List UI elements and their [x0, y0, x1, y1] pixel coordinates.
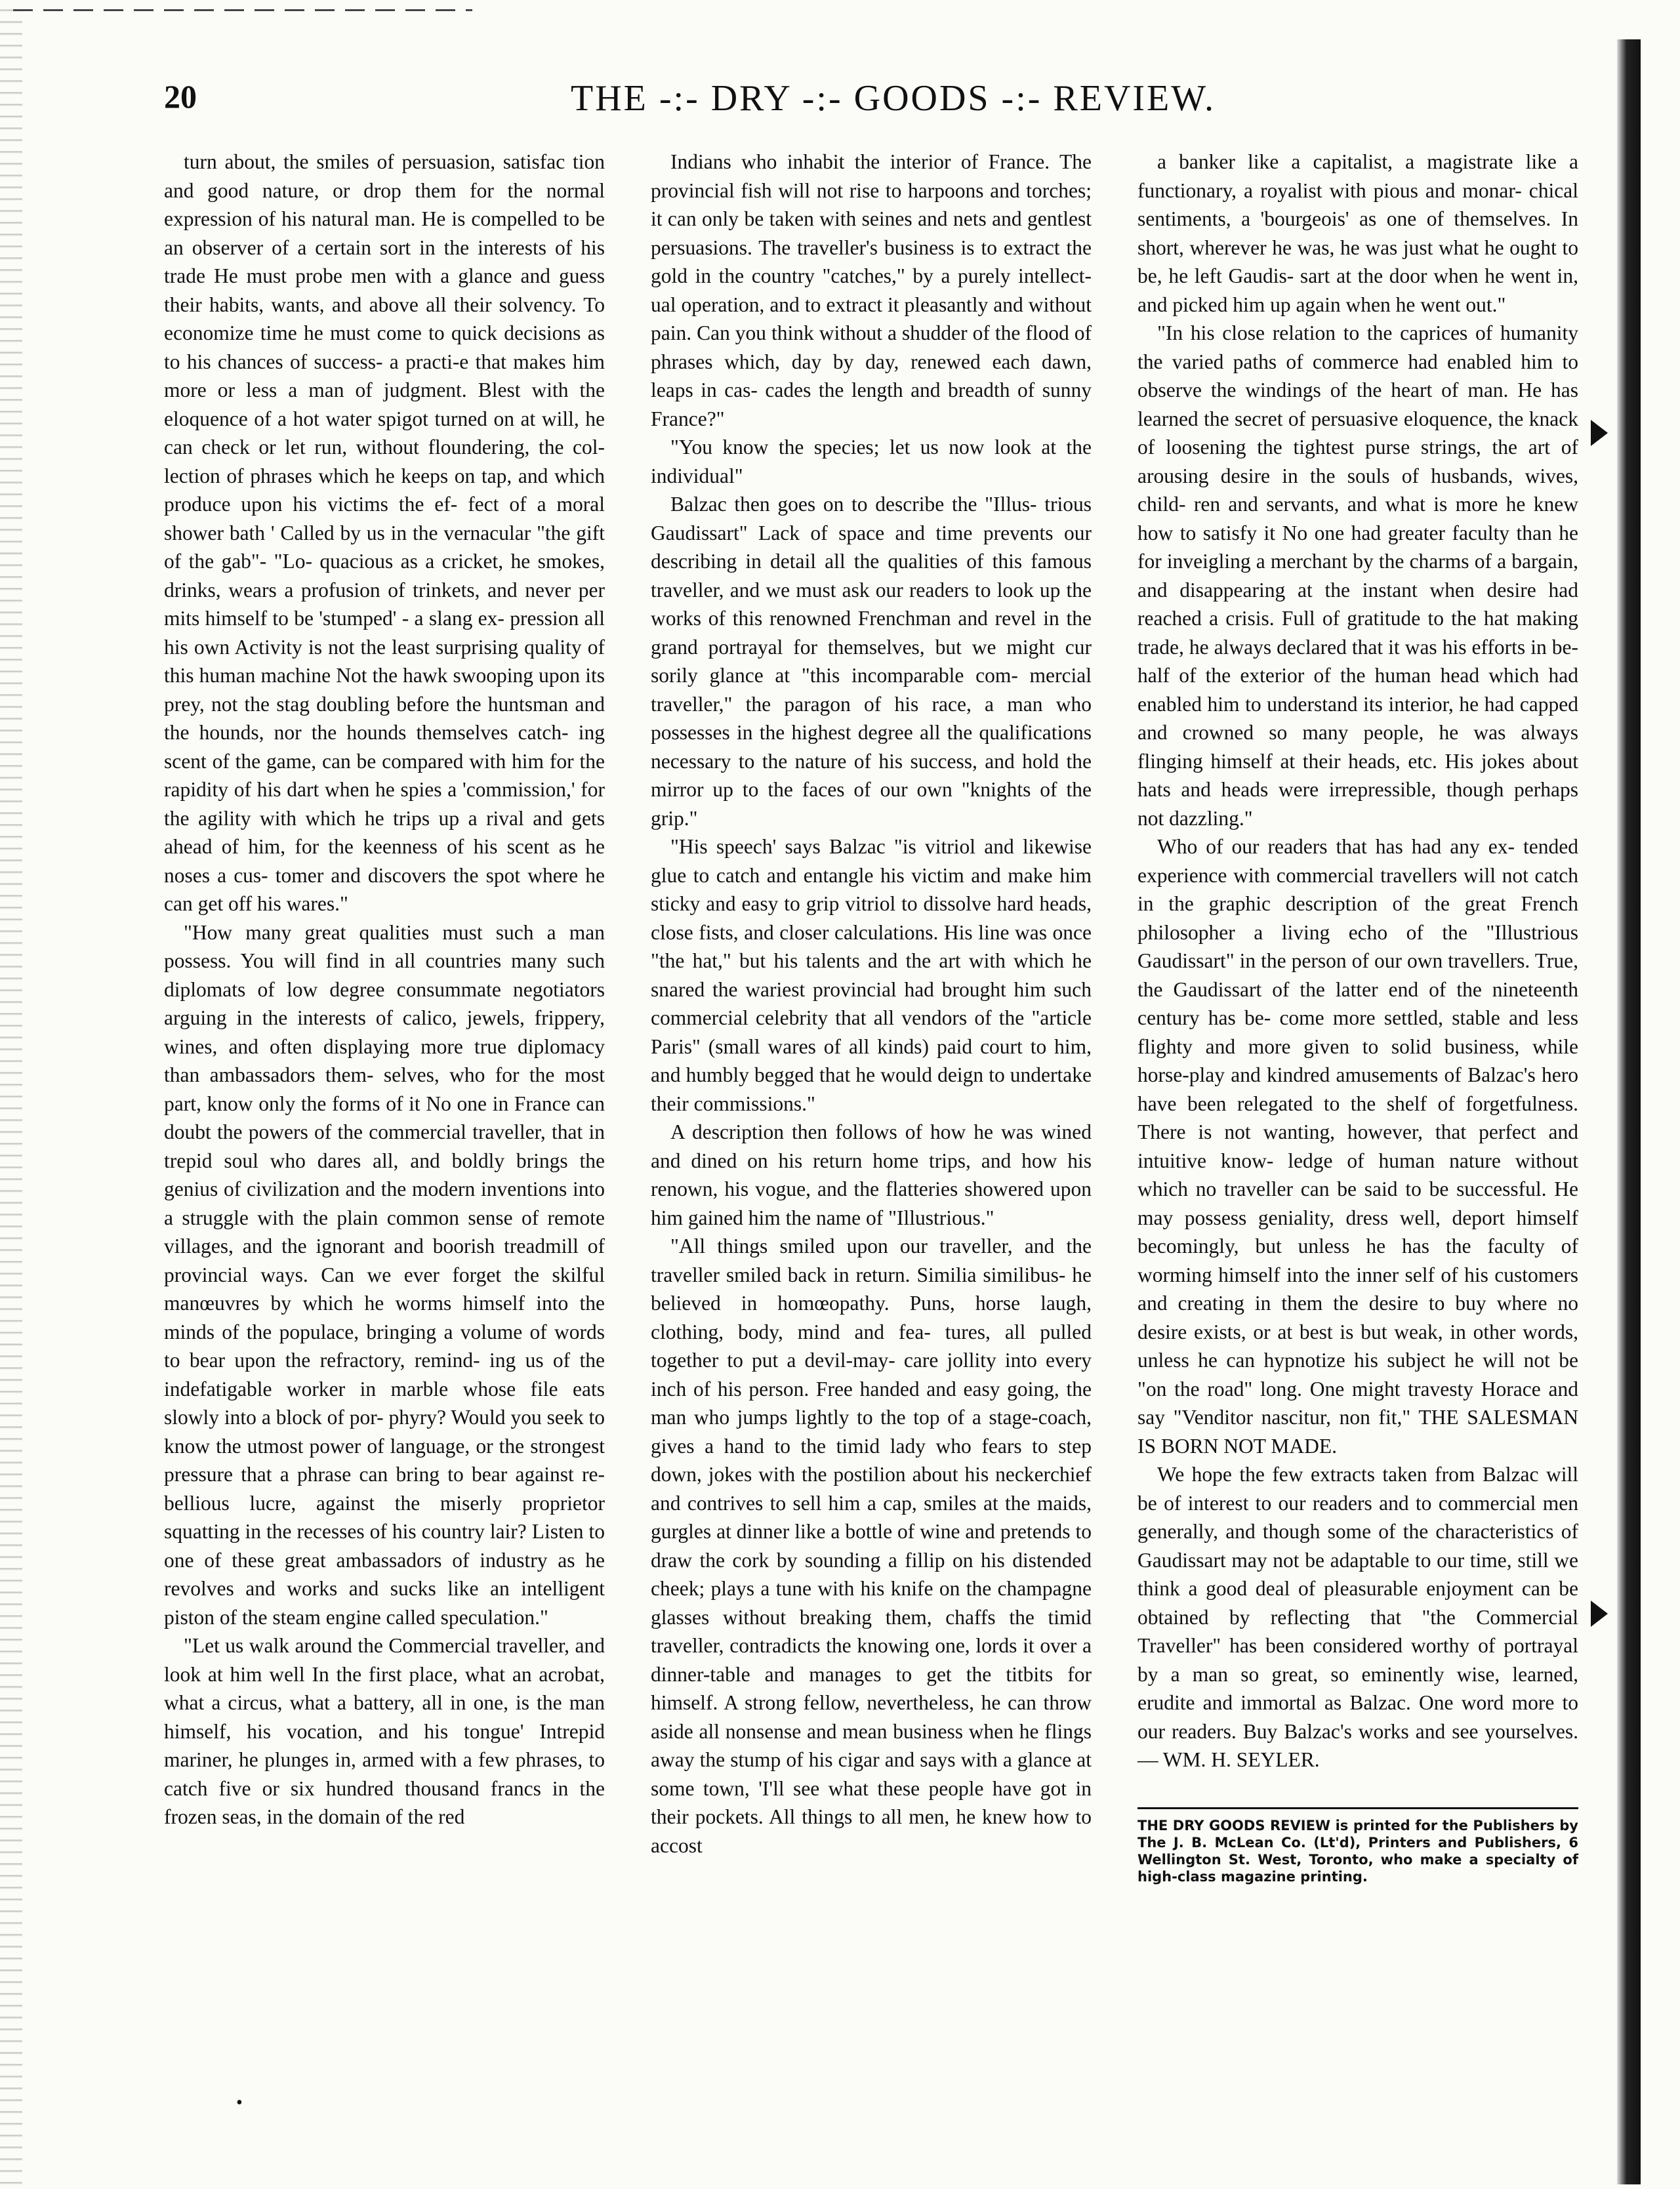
publisher-imprint: THE DRY GOODS REVIEW is printed for the Publishers by The J. B. McLean Co. (Lt'd), Printers and Publishers, 6 Wellington St. West, Toronto, who make a specialty of high-class magazine printing. [1137, 1807, 1578, 1885]
paragraph: Who of our readers that has had any ex- tended experience with commercial travellers will not catch in the graphic description of the great French philosopher a living echo of the "Illustrious Gaudissart" in the person of our own travellers. True, the Gaudissart of the latter end of the nineteenth century has be- come more settled, stable and less flighty and more given to solid business, while horse-play and kindred amusements of Balzac's hero have been relegated to the shelf of forgetfulness. There is not wanting, however, that perfect and intuitive know- ledge of human nature without which no traveller can be said to be successful. He may possess geniality, dress well, deport himself becomingly, but unless he has the faculty of worming himself into the inner self of his customers and creating in them the desire to buy where no desire exists, or at best is but weak, in other words, unless he can hypnotize his subject he will not be "on the road" long. One might travesty Horace and say "Venditor nascitur, non fit," THE SALESMAN IS BORN NOT MADE. [1137, 835, 1578, 1458]
paragraph: "Let us walk around the Commercial traveller, and look at him well In the first place, what an acrobat, what a circus, what a battery, all in one, is the man himself, his vocation, and his tongue' Intrepid mariner, he plunges in, armed with a few phrases, to catch five or six hundred thousand francs in the frozen seas, in the domain of the red [164, 1634, 605, 1828]
paragraph: Indians who inhabit the interior of France. The provincial fish will not rise to harpoons and torches; it can only be taken with seines and nets and gentlest persuasions. The traveller's business is to extract the gold in the country "catches," by a purely intellect- ual operation, and to extract it pleasantly and without pain. Can you think without a shudder of the flood of phrases which, day by day, renewed each dawn, leaps in cas- cades the length and breadth of sunny France?" [651, 150, 1092, 430]
paragraph: We hope the few extracts taken from Balzac will be of interest to our readers and to commercial men generally, and though some of the characteristics of Gaudissart may not be adaptable to our time, still we think a good deal of pleasurable enjoyment can be obtained by reflecting that "the Commercial Traveller" has been considered worthy of portrayal by a man so great, so eminently wise, learned, erudite and immortal as Balzac. One word more to our readers. Buy Balzac's works and see yourselves.— WM. H. SEYLER. [1137, 1463, 1578, 1771]
article-body [164, 148, 1588, 2161]
column-1 [164, 148, 605, 1831]
ink-speck: • [236, 2093, 243, 2113]
column-3 [1137, 148, 1578, 1885]
paragraph: "You know the species; let us now look at the individual" [651, 436, 1092, 487]
scanned-left-edge [0, 0, 22, 2189]
page-header [164, 77, 1588, 123]
masthead-title: THE -:- DRY -:- GOODS -:- REVIEW. [571, 78, 1216, 119]
scan-artifact [13, 9, 472, 11]
margin-pointer-icon [1591, 1601, 1608, 1627]
column-2 [651, 148, 1092, 1860]
paragraph: "All things smiled upon our traveller, and the traveller smiled back in return. Similia similibus- he believed in homœopathy. Puns, horse laugh, clothing, body, mind and fea- tures, all pulled together to put a devil-may- care jollity into every inch of his person. Free handed and easy going, the man who jumps lightly to the top of a stage-coach, gives a hand to the timid lady who fears to step down, jokes with the postilion about his neckerchief and contrives to sell him a cap, smiles at the maids, gurgles at dinner like a bottle of wine and pretends to draw the cork by sounding a fillip on his distended cheek; plays a tune with his knife on the champagne glasses without breaking them, chaffs the timid traveller, contradicts the knowing one, lords it over a dinner-table and manages to get the titbits for himself. A strong fellow, nevertheless, he can throw aside all nonsense and mean business when he flings away the stump of his cigar and says with a glance at some town, 'I'll see what these people have got in their pockets. All things to all men, he knew how to accost [651, 1235, 1092, 1857]
paragraph: "In his close relation to the caprices of humanity the varied paths of commerce had enabled him to observe the windings of the heart of man. He has learned the secret of persuasive eloquence, the knack of loosening the tightest purse strings, the art of arousing desire in the souls of husbands, wives, child- ren and servants, and what is more he knew how to satisfy it No one had greater faculty than he for inveigling a merchant by the charms of a bargain, and disappearing at the instant when desire had reached a crisis. Full of gratitude to the hat making trade, he always declared that it was his efforts in be- half of the exterior of the human head which had enabled him to understand its interior, he had capped and crowned so many people, he was always flinging himself at their heads, etc. His jokes about hats and heads were irrepressible, though perhaps not dazzling." [1137, 321, 1578, 830]
paragraph: "His speech' says Balzac "is vitriol and likewise glue to catch and entangle his victim and make him sticky and easy to grip vitriol to dissolve hard heads, close fists, and closer calculations. His line was once "the hat," but his talents and the art with which he snared the wariest provincial had brought him such commercial celebrity that all vendors of the "article Paris" (small wares of all kinds) paid court to him, and humbly begged that he would deign to undertake their commissions." [651, 835, 1092, 1115]
paragraph: turn about, the smiles of persuasion, satisfac tion and good nature, or drop them for the normal expression of his natural man. He is compelled to be an observer of a certain sort in the interests of his trade He must probe men with a glance and guess their habits, wants, and above all their solvency. To economize time he must come to quick decisions as to his chances of success- a practi-e that makes him more or less a man of judgment. Blest with the eloquence of a hot water spigot turned on at will, he can check or let run, without floundering, the col- lection of phrases which he keeps on tap, and which produce upon his victims the ef- fect of a moral shower bath ' Called by us in the vernacular "the gift of the gab"- "Lo- quacious as a cricket, he smokes, drinks, wears a profusion of trinkets, and never per mits himself to be 'stumped' - a slang ex- pression all his own Activity is not the least surprising quality of this human machine Not the hawk swooping upon its prey, not the stag doubling before the huntsman and the hounds, nor the hounds themselves catch- ing scent of the game, can be compared with him for the rapidity of his dart when he spies a 'commission,' for the agility with which he trips up a rival and gets ahead of him, for the keenness of his scent as he noses a cus- tomer and discovers the spot where he can get off his wares." [164, 150, 605, 915]
margin-pointer-icon [1591, 420, 1608, 446]
paragraph: Balzac then goes on to describe the "Illus- trious Gaudissart" Lack of space and time prevents our describing in detail all the qualities of this famous traveller, and we must ask our readers to look up the works of this renowned Frenchman and revel in the grand portrayal for themselves, but we might cur sorily glance at "this incomparable com- mercial traveller," the paragon of his race, a man who possesses in the highest degree all the qualifications necessary to the nature of his success, and hold the mirror up to the faces of our own "knights of the grip." [651, 493, 1092, 830]
scanned-right-edge [1617, 39, 1641, 2184]
paragraph: a banker like a capitalist, a magistrate like a functionary, a royalist with pious and monar- chical sentiments, a 'bourgeois' as one of themselves. In short, wherever he was, he was just what he ought to be, he left Gaudis- sart at the door when he went in, and picked him up again when he went out." [1137, 150, 1578, 316]
paragraph: "How many great qualities must such a man possess. You will find in all countries many such diplomats of low degree consummate negotiators arguing in the interests of calico, jewels, frippery, wines, and often displaying more true diplomacy than ambassadors them- selves, who for the most part, know only the forms of it No one in France can doubt the powers of the commercial traveller, that in trepid soul who dares all, and boldly brings the genius of civilization and the modern inventions into a struggle with the plain common sense of remote villages, and the ignorant and boorish treadmill of provincial ways. Can we ever forget the skilful manœuvres by which he worms himself into the minds of the populace, bringing a volume of words to bear upon the refractory, remind- ing us of the indefatigable worker in marble whose file eats slowly into a block of por- phyry? Would you seek to know the utmost power of language, or the strongest pressure that a phrase can bring to bear against re- bellious lucre, against the miserly proprietor squatting in the recesses of his country lair? Listen to one of these great ambassadors of industry as he revolves and works and sucks like an intelligent piston of the steam engine called speculation." [164, 920, 605, 1629]
paragraph: A description then follows of how he was wined and dined on his return home trips, and how his renown, his vogue, and the flatteries showered upon him gained him the name of "Illustrious." [651, 1120, 1092, 1229]
page-number: 20 [164, 78, 197, 115]
